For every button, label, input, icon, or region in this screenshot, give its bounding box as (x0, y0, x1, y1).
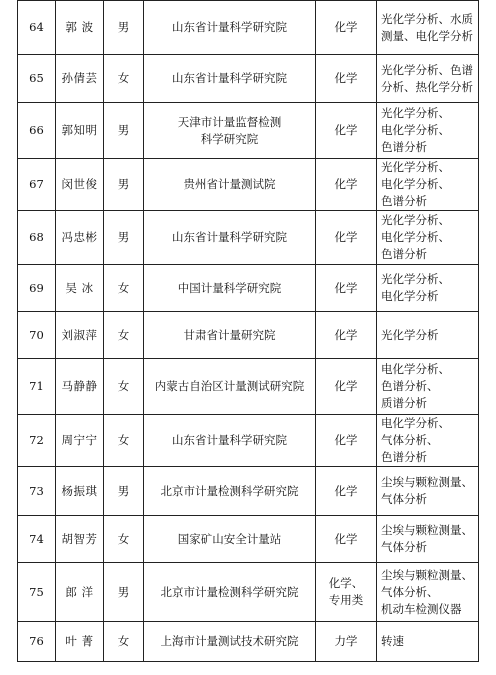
organization-cell (144, 516, 316, 563)
scope-cell-line: 分析、热化学分析 (381, 79, 473, 94)
organization-cell-line: 贵州省计量测试院 (183, 177, 276, 191)
table-row (18, 265, 479, 312)
scope-cell-line: 气体分析 (381, 540, 427, 554)
organization-cell (144, 211, 316, 265)
scope-cell-line: 尘埃与颗粒测量、 (381, 475, 473, 489)
scope-cell-line: 电化学分析、 (381, 416, 450, 430)
name-cell: 孙倩芸 (56, 55, 104, 103)
scope-cell-line: 光化学分析、色谱 (381, 62, 473, 77)
gender-cell: 女 (104, 622, 144, 662)
gender-cell: 男 (104, 211, 144, 265)
row-number-cell: 73 (18, 467, 56, 516)
specialty-cell (316, 622, 377, 662)
organization-cell-line: 北京市计量检测科学研究院 (160, 584, 299, 599)
organization-cell (144, 415, 316, 467)
specialty-cell (316, 159, 377, 211)
scope-cell-line: 测量、电化学分析 (381, 28, 473, 43)
organization-cell-line: 国家矿山安全计量站 (177, 531, 282, 546)
organization-cell (144, 159, 316, 211)
table-row (18, 159, 479, 211)
gender-cell: 男 (104, 159, 144, 211)
gender-cell: 女 (104, 415, 144, 467)
organization-cell (144, 359, 316, 415)
row-number-cell: 71 (18, 359, 56, 415)
organization-cell-line: 科学研究院 (200, 131, 259, 146)
organization-cell (144, 1, 316, 55)
organization-cell-line: 上海市计量测试技术研究院 (160, 634, 299, 648)
scope-cell (377, 467, 479, 516)
specialty-cell (316, 563, 377, 622)
row-number-cell: 69 (18, 265, 56, 312)
scope-cell-line: 气体分析、 (381, 433, 439, 447)
scope-cell (377, 1, 479, 55)
scope-cell-line: 气体分析、 (381, 584, 439, 599)
name-cell: 闵世俊 (56, 159, 104, 211)
organization-cell-line: 内蒙古自治区计量测试研究院 (154, 379, 305, 393)
specialty-cell-line: 化学 (334, 20, 358, 34)
table-row (18, 516, 479, 563)
specialty-cell (316, 467, 377, 516)
organization-cell-line: 甘肃省计量研究院 (183, 327, 276, 342)
scope-cell (377, 622, 479, 662)
organization-cell-line: 中国计量科学研究院 (177, 280, 282, 295)
gender-cell: 女 (104, 359, 144, 415)
scope-cell (377, 159, 479, 211)
name-cell: 郎 洋 (56, 563, 104, 622)
name-cell: 郭知明 (56, 103, 104, 159)
scope-cell-line: 光化学分析、水质 (381, 11, 473, 26)
row-number-cell: 72 (18, 415, 56, 467)
specialty-cell-line: 化学 (334, 230, 358, 244)
specialty-cell-line: 力学 (334, 634, 358, 648)
scope-cell-line: 电化学分析、 (381, 177, 450, 191)
row-number-cell: 76 (18, 622, 56, 662)
row-number-cell: 67 (18, 159, 56, 211)
row-number-cell: 66 (18, 103, 56, 159)
organization-cell (144, 103, 316, 159)
table-row (18, 415, 479, 467)
specialty-cell (316, 265, 377, 312)
scope-cell-line: 色谱分析、 (381, 379, 439, 393)
specialty-cell-line: 化学、 (328, 576, 364, 590)
scope-cell (377, 103, 479, 159)
name-cell: 冯忠彬 (56, 211, 104, 265)
expert-roster-table (17, 0, 479, 662)
table-row (18, 563, 479, 622)
scope-cell (377, 312, 479, 359)
gender-cell: 女 (104, 516, 144, 563)
organization-cell (144, 312, 316, 359)
row-number-cell: 70 (18, 312, 56, 359)
organization-cell-line: 山东省计量科学研究院 (172, 433, 287, 447)
organization-cell-line: 山东省计量科学研究院 (172, 71, 287, 85)
scope-cell (377, 211, 479, 265)
table-row (18, 55, 479, 103)
name-cell: 吴 冰 (56, 265, 104, 312)
scope-cell-line: 光化学分析、 (381, 272, 450, 286)
organization-cell (144, 265, 316, 312)
specialty-cell-line: 化学 (334, 327, 358, 342)
scope-cell-line: 气体分析 (381, 492, 427, 506)
specialty-cell (316, 55, 377, 103)
row-number-cell: 68 (18, 211, 56, 265)
name-cell: 马静静 (56, 359, 104, 415)
organization-cell (144, 563, 316, 622)
scope-cell-line: 转速 (381, 634, 404, 648)
scope-cell-line: 光化学分析 (381, 327, 439, 342)
organization-cell (144, 55, 316, 103)
name-cell: 叶 菁 (56, 622, 104, 662)
specialty-cell-line: 化学 (334, 177, 358, 191)
specialty-cell (316, 1, 377, 55)
organization-cell-line: 天津市计量监督检测 (177, 114, 282, 129)
scope-cell (377, 415, 479, 467)
scope-cell-line: 电化学分析、 (381, 230, 450, 244)
specialty-cell (316, 103, 377, 159)
specialty-cell (316, 516, 377, 563)
gender-cell: 女 (104, 265, 144, 312)
table-row (18, 467, 479, 516)
scope-cell-line: 质谱分析 (381, 396, 427, 410)
organization-cell (144, 467, 316, 516)
roster-body (18, 1, 479, 662)
gender-cell: 男 (104, 103, 144, 159)
scope-cell-line: 尘埃与颗粒测量、 (381, 523, 473, 537)
specialty-cell (316, 359, 377, 415)
specialty-cell-line: 化学 (334, 531, 358, 546)
row-number-cell: 64 (18, 1, 56, 55)
scope-cell-line: 光化学分析、 (381, 160, 450, 174)
specialty-cell-line: 化学 (334, 483, 358, 498)
gender-cell: 女 (104, 312, 144, 359)
scope-cell-line: 色谱分析 (381, 194, 427, 208)
specialty-cell-line: 专用类 (328, 593, 364, 607)
scope-cell-line: 尘埃与颗粒测量、 (381, 567, 473, 582)
scope-cell-line: 光化学分析、 (381, 106, 450, 120)
name-cell: 胡智芳 (56, 516, 104, 563)
name-cell: 郭 波 (56, 1, 104, 55)
scope-cell-line: 色谱分析 (381, 450, 427, 464)
specialty-cell (316, 211, 377, 265)
scope-cell (377, 265, 479, 312)
scope-cell-line: 电化学分析、 (381, 362, 450, 376)
row-number-cell: 65 (18, 55, 56, 103)
organization-cell-line: 北京市计量检测科学研究院 (160, 483, 299, 498)
scope-cell-line: 色谱分析 (381, 140, 427, 154)
specialty-cell-line: 化学 (334, 280, 358, 295)
table-row (18, 211, 479, 265)
specialty-cell (316, 312, 377, 359)
scope-cell (377, 516, 479, 563)
name-cell: 杨振琪 (56, 467, 104, 516)
gender-cell: 男 (104, 1, 144, 55)
specialty-cell-line: 化学 (334, 123, 358, 137)
scope-cell (377, 359, 479, 415)
scope-cell-line: 机动车检测仪器 (381, 601, 462, 616)
row-number-cell: 75 (18, 563, 56, 622)
name-cell: 周宁宁 (56, 415, 104, 467)
scope-cell-line: 电化学分析、 (381, 123, 450, 137)
table-row (18, 1, 479, 55)
gender-cell: 女 (104, 55, 144, 103)
scope-cell-line: 电化学分析 (381, 289, 439, 303)
table-row (18, 103, 479, 159)
organization-cell-line: 山东省计量科学研究院 (172, 230, 287, 244)
gender-cell: 男 (104, 467, 144, 516)
gender-cell: 男 (104, 563, 144, 622)
specialty-cell-line: 化学 (334, 433, 358, 447)
name-cell: 刘淑萍 (56, 312, 104, 359)
scope-cell (377, 563, 479, 622)
specialty-cell-line: 化学 (334, 379, 358, 393)
specialty-cell-line: 化学 (334, 71, 358, 85)
scope-cell-line: 光化学分析、 (381, 213, 450, 227)
specialty-cell (316, 415, 377, 467)
table-row (18, 359, 479, 415)
table-row (18, 312, 479, 359)
organization-cell (144, 622, 316, 662)
scope-cell-line: 色谱分析 (381, 247, 427, 261)
scope-cell (377, 55, 479, 103)
table-row (18, 622, 479, 662)
row-number-cell: 74 (18, 516, 56, 563)
organization-cell-line: 山东省计量科学研究院 (172, 20, 287, 34)
